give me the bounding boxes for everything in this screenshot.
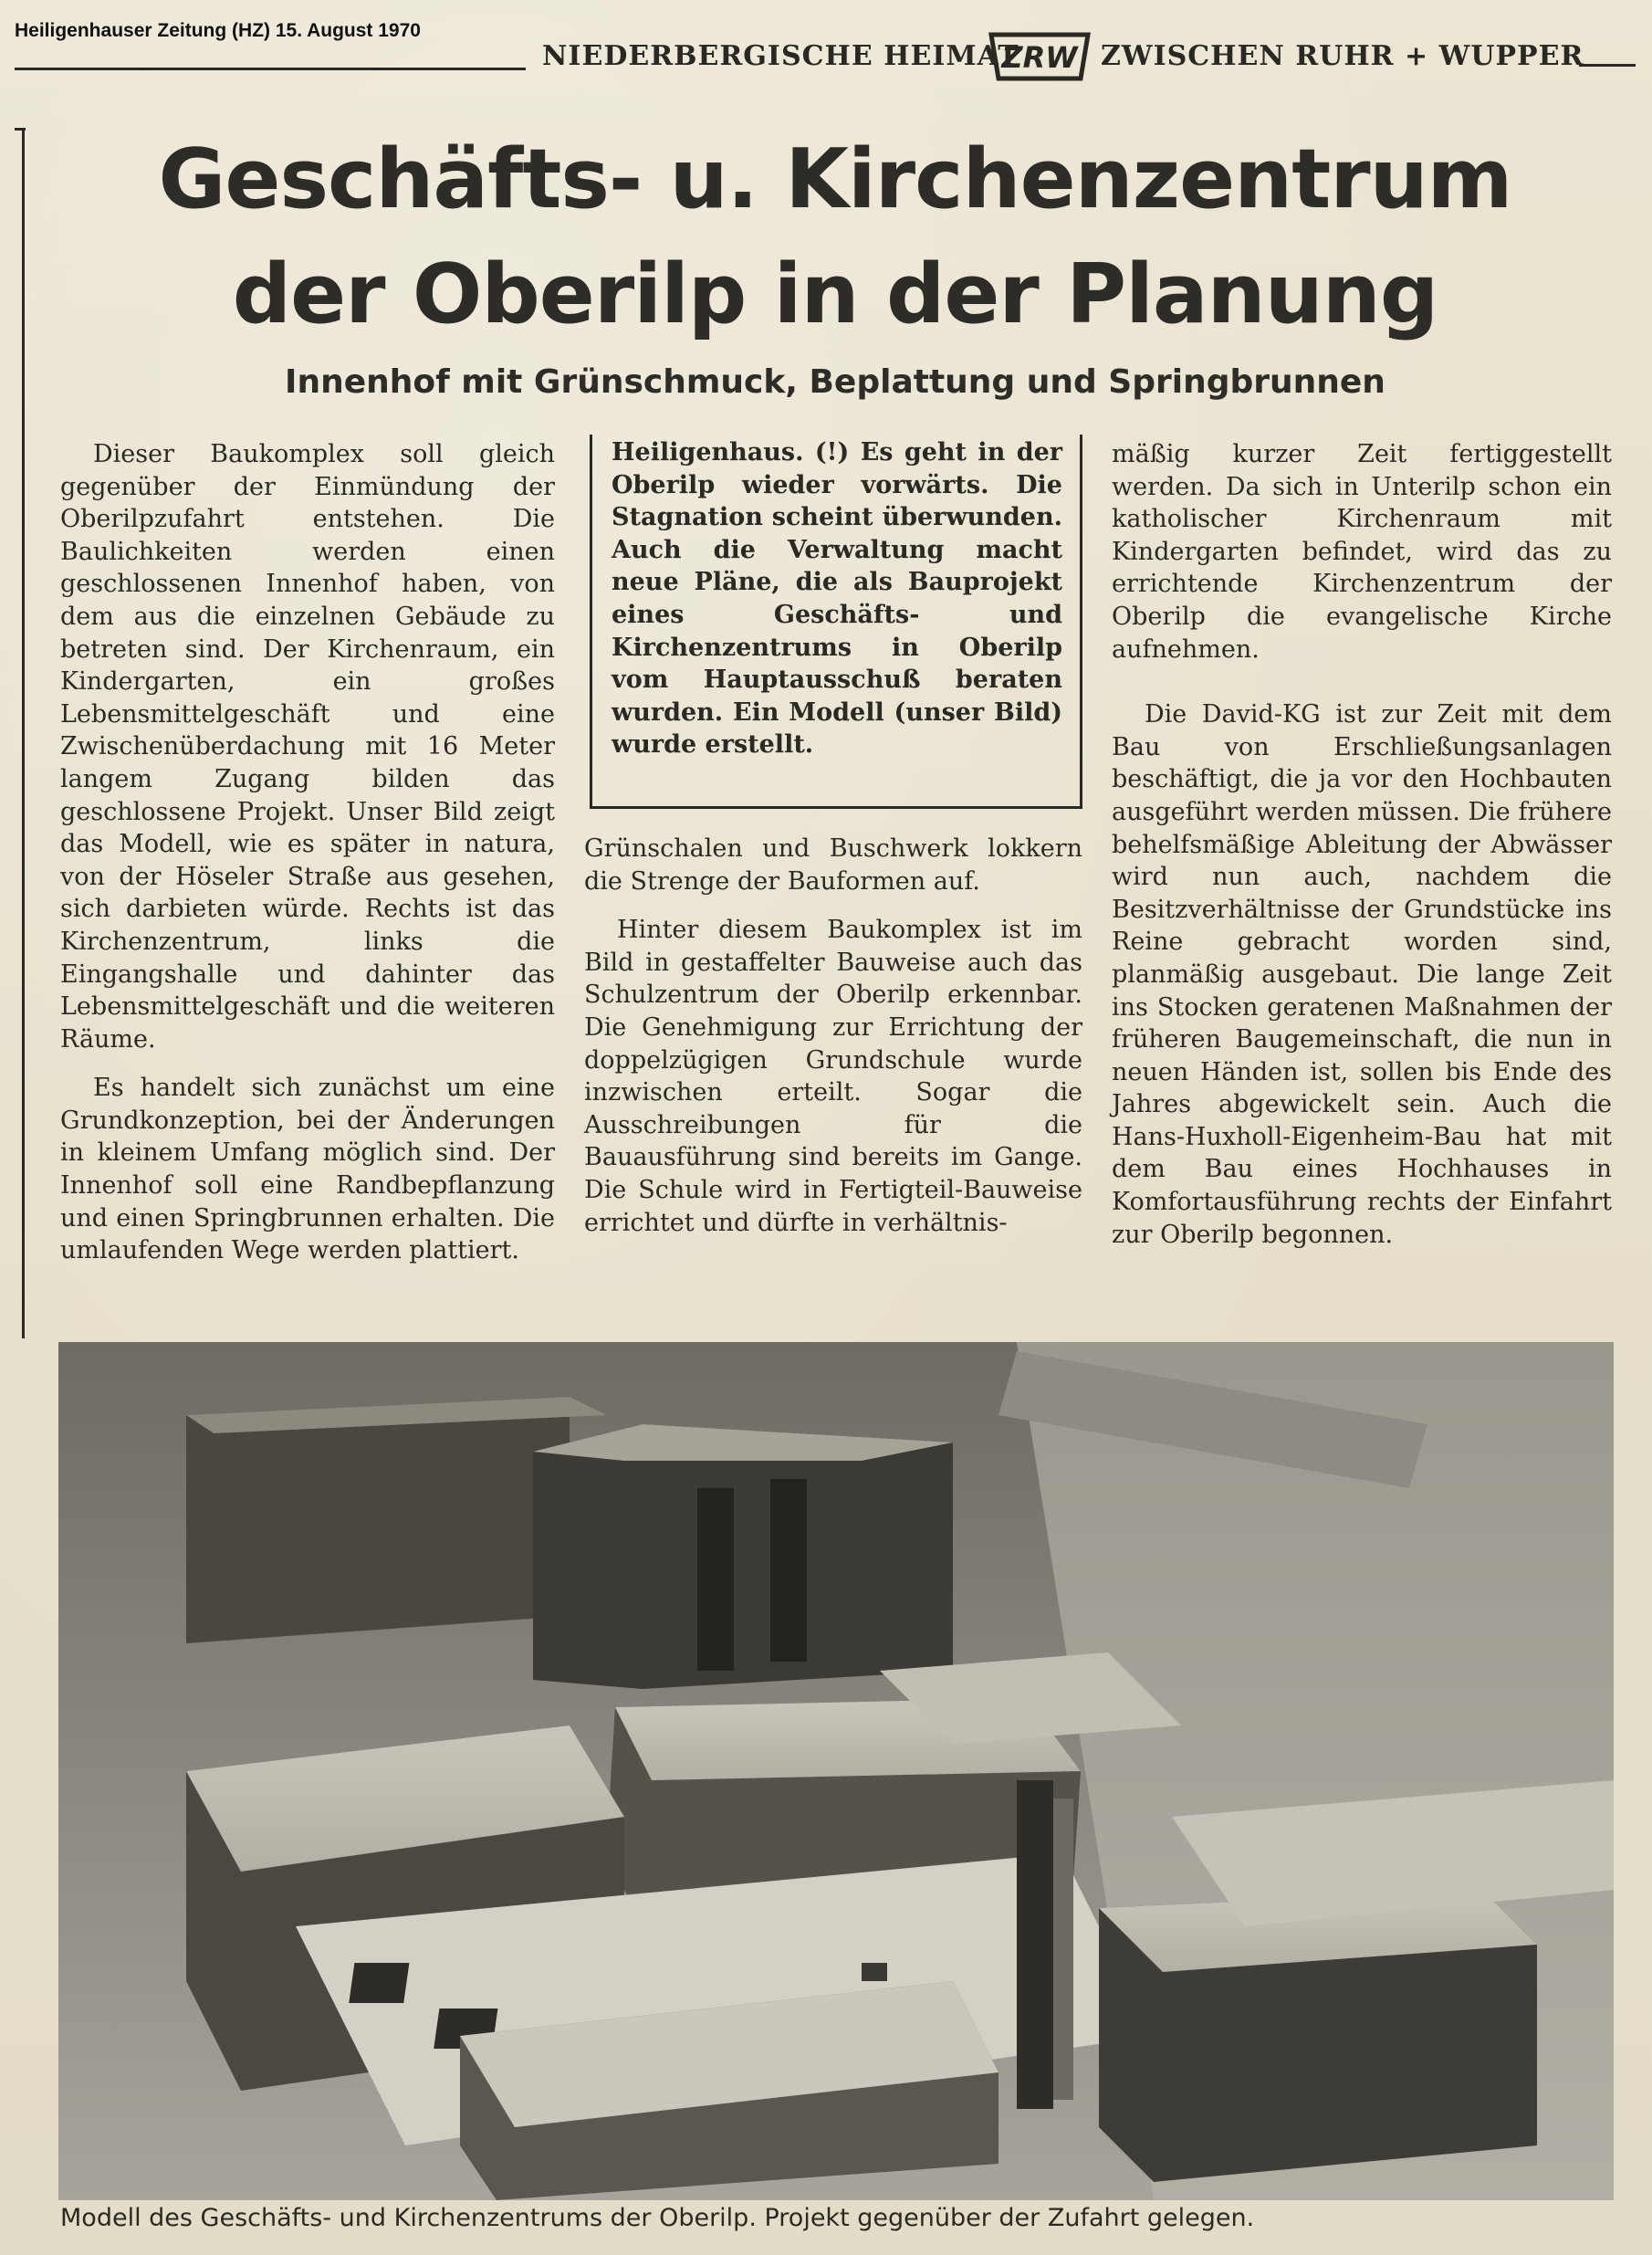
article-column-1 xyxy=(60,438,555,1267)
column-3-paragraph-2: Die David-KG ist zur Zeit mit dem Bau von Erschließungsanlagen beschäftigt, die ja vor den Hochbauten ausgeführt werden müssen. Die frühere behelfsmäßige Ableitung der Abwässer wird nun auch, nachdem die Besitzverhältnisse der Grundstücke ins Reine gebracht worden sind, planmäßig ausgebaut. Die lange Zeit ins Stocken geratenen Maßnahmen der früheren Baugemeinschaft, die nun in neuen Händen ist, sollen bis Ende des Jahres abgewickelt sein. Auch die Hans-Huxholl-Eigenheim-Bau hat mit dem Bau eines Hochhauses in Komfortausführung rechts der Einfahrt zur Oberilp begonnen. xyxy=(1112,700,1612,1249)
model-photo xyxy=(58,1342,1614,2200)
zrw-logo-icon xyxy=(986,31,1093,82)
article-frame-rule xyxy=(22,128,25,1338)
source-label: Heiligenhauser Zeitung (HZ) 15. August 1970 xyxy=(15,20,421,41)
article-column-3 xyxy=(1112,438,1612,1251)
article-frame-tick xyxy=(15,128,26,131)
intro-box-text: Heiligenhaus. (!) Es geht in der Oberilp wieder vorwärts. Die Stagnation scheint überwunden. Auch die Verwaltung macht neue Pläne, die als Bauprojekt eines Geschäfts- und Kirchenzentrums in Oberilp vom Hauptausschuß beraten wurden. Ein Modell (unser Bild) wurde erstellt. xyxy=(612,438,1062,760)
column-1-paragraph-1: Dieser Baukomplex soll gleich gegenüber der Einmündung der Oberilpzufahrt entstehen. Die Baulichkeiten werden einen geschlossenen Innenhof haben, von dem aus die einzelnen Gebäude zu betreten sind. Der Kirchenraum, ein Kindergarten, ein großes Lebensmittelgeschäft und eine Zwischenüberdachung mit 16 Meter langem Zugang bilden das geschlossene Projekt. Unser Bild zeigt das Modell, wie es später in natura, von der Höseler Straße aus gesehen, sich darbieten würde. Rechts ist das Kirchenzentrum, links die Eingangshalle und dahinter das Lebensmittelgeschäft und die weiteren Räume. xyxy=(60,440,555,1054)
article-column-2 xyxy=(584,833,1082,1239)
column-3-paragraph-1: mäßig kurzer Zeit fertiggestellt werden. Da sich in Unterilp schon ein katholischer Kirchenraum mit Kindergarten befindet, wird das zu errichtende Kirchenzentrum der Oberilp die evangelische Kirche aufnehmen. xyxy=(1112,440,1612,664)
photo-caption: Modell des Geschäfts- und Kirchenzentrums der Oberilp. Projekt gegenüber der Zufahrt gelegen. xyxy=(60,2204,1255,2232)
masthead-right-title: ZWISCHEN RUHR + WUPPER xyxy=(1101,40,1584,72)
headline-line-2: der Oberilp in der Planung xyxy=(232,246,1438,342)
masthead xyxy=(0,31,1652,86)
column-1-paragraph-2: Es handelt sich zunächst um eine Grundkonzeption, bei der Änderungen in kleinem Umfang möglich sind. Der Innenhof soll eine Randbepflanzung und einen Springbrunnen erhalten. Die umlaufenden Wege werden plattiert. xyxy=(60,1074,555,1265)
headline-line-1: Geschäfts- u. Kirchenzentrum xyxy=(158,131,1512,227)
column-2-paragraph-2: Hinter diesem Baukomplex ist im Bild in gestaffelter Bauweise auch das Schulzentrum der Oberilp erkennbar. Die Genehmigung zur Errichtung der doppelzügigen Grundschule wurde inzwischen erteilt. Sogar die Ausschreibungen für die Bauausführung sind bereits im Gange. Die Schule wird in Fertigteil-Bauweise errichtet und dürfte in verhältnis- xyxy=(584,916,1082,1237)
logo-text: ZRW xyxy=(1001,40,1078,75)
headline xyxy=(27,122,1643,352)
column-2-paragraph-1: Grünschalen und Buschwerk lokkern die Strenge der Bauformen auf. xyxy=(584,834,1082,896)
subheadline: Innenhof mit Grünschmuck, Beplattung und Springbrunnen xyxy=(285,363,1385,401)
masthead-left-title: NIEDERBERGISCHE HEIMAT xyxy=(542,40,1019,72)
